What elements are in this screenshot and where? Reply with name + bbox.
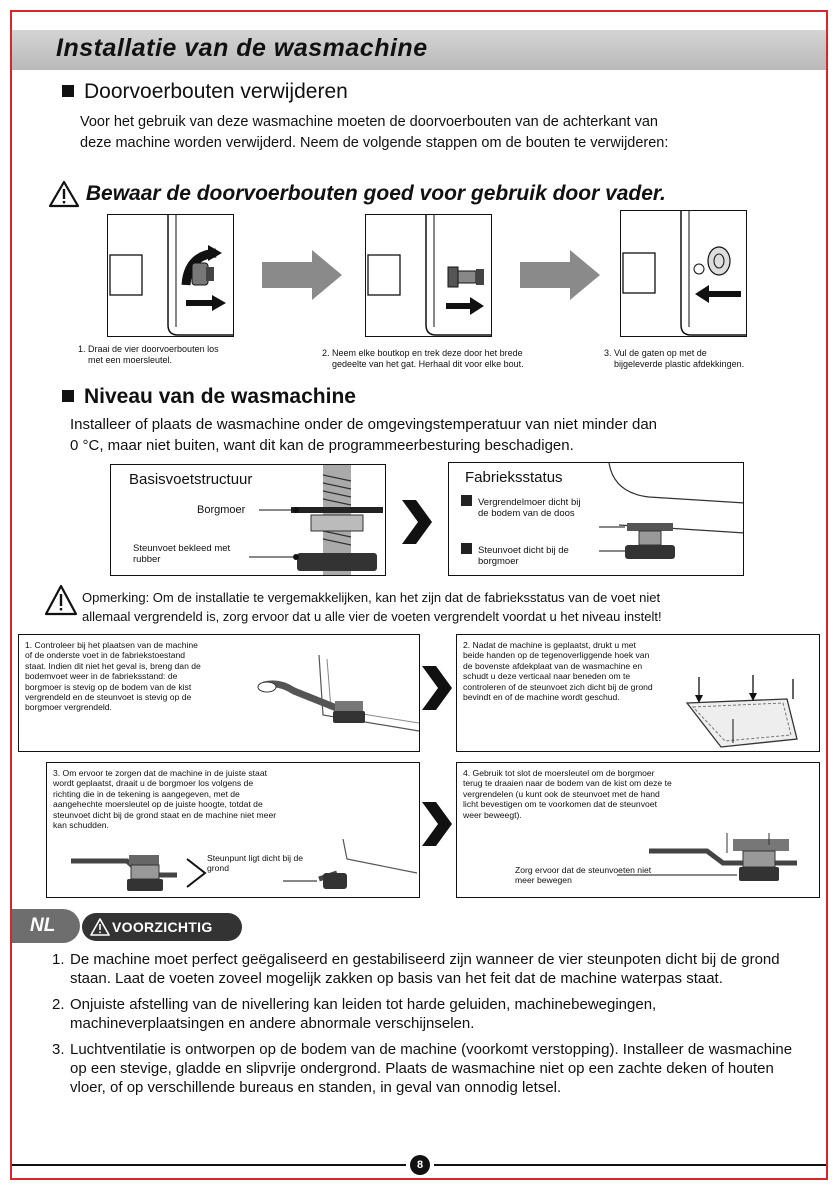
chevron-arrow-icon: [422, 666, 452, 710]
instruction-caption-4: Zorg ervoor dat de steunvoeten niet meer bewegen: [515, 865, 652, 885]
footer-divider: [12, 1164, 406, 1166]
step2-caption: 2. Neem elke boutkop en trek deze door het brede gedeelte van het gat. Herhaal dit voor elke bout.: [322, 348, 524, 369]
warning-title: [48, 180, 666, 208]
warning-triangle-icon: [48, 180, 80, 208]
factory-item-foot: Steunvoet dicht bij de borgmoer: [461, 543, 569, 567]
section2-intro: Installeer of plaats de wasmachine onder de omgevingstemperatuur van niet minder dan 0 °C, maar niet buiten, want dit kan de programmeerbesturing beschadigen.: [70, 416, 658, 454]
caution-list: [52, 950, 812, 1104]
intro-line: Voor het gebruik van deze wasmachine moeten de doorvoerbouten van de achterkant van: [80, 114, 658, 130]
caution-badge: VOORZICHTIG: [82, 913, 242, 941]
instruction-text-3: 3. Om ervoor te zorgen dat de machine in de juiste staat wordt geplaatst, draait u de borgmoer los volgens de richting die in de tekening is aangegeven, met de aangehechte moersleutel op de juiste hoogte, totdat de steunvoet dicht bij de grond staat en de machine niet meer kan schudden.: [53, 768, 277, 831]
step1-illustration: [107, 214, 234, 337]
intro-line: deze machine worden verwijderd. Neem de volgende stappen om de bouten te verwijderen:: [80, 135, 669, 151]
instruction-text-2: 2. Nadat de machine is geplaatst, drukt u met beide handen op de tegenoverliggende hoek van de bovenste afdekplaat van de wasmachine en schudt u deze verticaal naar beneden om te controleren of de steunvoet zich dicht bij de grond bevindt en of de machine wordt geschud.: [463, 640, 653, 703]
page-number: 8: [410, 1155, 430, 1175]
list-item: 3. Luchtventilatie is ontworpen op de bodem van de machine (voorkomt verstopping). Installeer de wasmachine op een stevige, gladde en slipvrije ondergrond. Plaats de wasmachine niet op een zachte deken of houten vloer, of op verschillende bureaus en standen, in geval van onnodig letsel.: [52, 1041, 793, 1096]
square-icon: [461, 543, 472, 554]
instruction-box-4: [456, 762, 820, 898]
section-heading-text: Niveau van de wasmachine: [84, 385, 356, 408]
section-heading-text: Doorvoerbouten verwijderen: [84, 80, 348, 103]
warning-triangle-icon: [44, 584, 78, 616]
factory-status-panel: [448, 462, 744, 576]
list-item: 1. De machine moet perfect geëgaliseerd en gestabiliseerd zijn wanneer de vier steunpoten dicht bij de grond staan. Laat de voeten zoveel mogelijk zakken op basis van het feit dat de machine waterpas staat.: [52, 951, 780, 987]
step1-caption: 1. Draai de vier doorvoerbouten los met een moersleutel.: [78, 344, 219, 365]
bullet-icon: [62, 390, 74, 402]
step2-illustration: [365, 214, 492, 337]
instruction-box-2: [456, 634, 820, 752]
instruction-caption-3: Steunpunt ligt dicht bij de grond: [207, 853, 304, 873]
language-badge: NL: [12, 909, 80, 943]
factory-title: Fabrieksstatus: [465, 469, 563, 486]
step-arrow-icon: [520, 250, 600, 300]
warning-text: Bewaar de doorvoerbouten goed voor gebruik door vader.: [85, 182, 666, 205]
section-heading-level: [62, 385, 356, 409]
instruction-text-4: 4. Gebruik tot slot de moersleutel om de borgmoer terug te draaien naar de bodem van de kist om deze te vergrendelen (u kunt ook de steunvoet met de hand licht bevestigen om te voorkomen dat de steunvoet weer beweegt).: [463, 768, 672, 820]
warning-triangle-icon: [90, 918, 110, 936]
step3-caption: 3. Vul de gaten op met de bijgeleverde plastic afdekkingen.: [604, 348, 745, 369]
section1-intro: [80, 112, 810, 154]
factory-item-locknut: Vergrendelmoer dicht bij de bodem van de doos: [461, 495, 580, 519]
steunvoet-label: Steunvoet bekleed met rubber: [133, 543, 231, 565]
chevron-arrow-icon: [402, 500, 432, 544]
instruction-box-3: [46, 762, 420, 898]
footer-divider: [434, 1164, 826, 1166]
section-heading-bolts: [62, 80, 348, 104]
step3-illustration: [620, 210, 747, 337]
instruction-text-1: 1. Controleer bij het plaatsen van de machine of de onderste voet in de fabriekstoestand staat. Indien dit niet het geval is, breng dan de bodemvoet weer in de fabrieksstand: de borgmoer is stevig op de bodem van de kist vergrendeld en de steunvoet is stevig op de borgmoer vergrendeld.: [25, 640, 201, 713]
list-item: 2. Onjuiste afstelling van de nivellering kan leiden tot harde geluiden, machinebewegingen, machineverplaatsingen en andere abnormale verschijnselen.: [52, 996, 657, 1032]
chevron-arrow-icon: [422, 802, 452, 846]
instruction-box-1: [18, 634, 420, 752]
basis-title: Basisvoetstructuur: [129, 471, 253, 488]
installation-note: Opmerking: Om de installatie te vergemakkelijken, kan het zijn dat de fabrieksstatus van de voet niet allemaal vergrendeld is, zorg ervoor dat u alle vier de voeten vergrendelt voordat u het niveau instelt!: [82, 590, 662, 624]
square-icon: [461, 495, 472, 506]
basis-foot-panel: [110, 464, 386, 576]
borgmoer-label: Borgmoer: [197, 504, 246, 516]
bullet-icon: [62, 85, 74, 97]
step-arrow-icon: [262, 250, 342, 300]
page-title: Installatie van de wasmachine: [56, 34, 428, 62]
